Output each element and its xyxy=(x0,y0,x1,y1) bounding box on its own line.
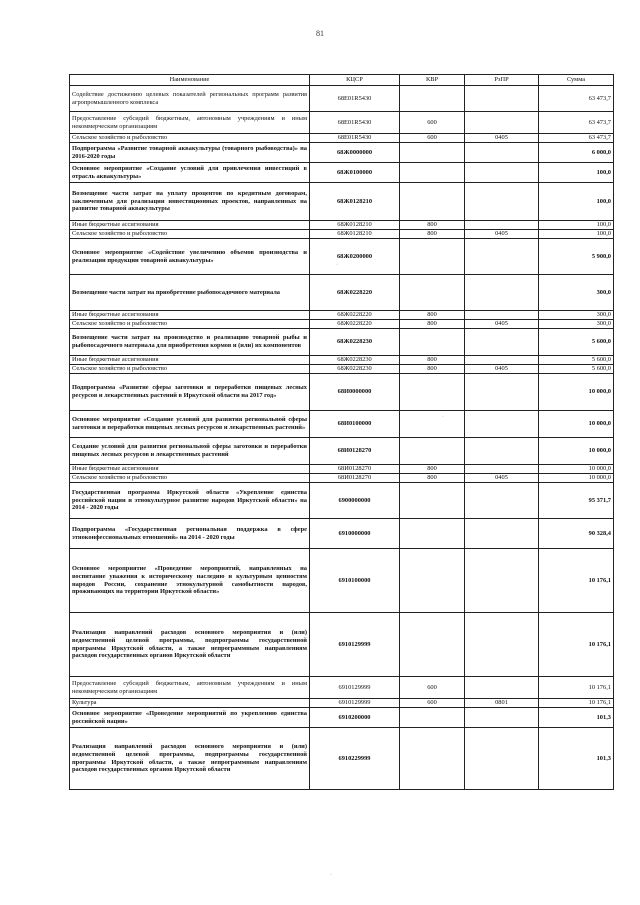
table-row xyxy=(70,728,614,790)
row-name: Предоставление субсидий бюджетным, автономным учреждениям и иным некоммерческим организациям xyxy=(70,112,310,134)
row-sum: 10 000,0 xyxy=(539,474,614,483)
table-row xyxy=(70,677,614,699)
table-row xyxy=(70,275,614,311)
table-row xyxy=(70,134,614,143)
row-rzpr xyxy=(465,275,539,311)
row-name: Предоставление субсидий бюджетным, автономным учреждениям и иным некоммерческим организациям xyxy=(70,677,310,699)
row-kcsr: 68Ж0228230 xyxy=(310,356,400,365)
row-name: Основное мероприятие «Содействие увеличению объемов производства и реализации продукции товарной аквакультуры» xyxy=(70,239,310,275)
row-name: Возмещение части затрат на производство и реализацию товарной рыбы и рыбопосадочного материала для приобретения кормов и (или) их компонентов xyxy=(70,329,310,356)
row-rzpr xyxy=(465,549,539,613)
row-name: Иные бюджетные ассигнования xyxy=(70,311,310,320)
table-row xyxy=(70,356,614,365)
row-kcsr: 68И0128270 xyxy=(310,465,400,474)
row-name: Основное мероприятие «Проведение мероприятий по укреплению единства российской нации» xyxy=(70,708,310,728)
row-kcsr: 6910229999 xyxy=(310,728,400,790)
row-name: Государственная программа Иркутской области «Укрепление единства российской нации и этнокультурное развитие народов Иркутской области» на 2014 - 2020 годы xyxy=(70,483,310,519)
row-kvr: 800 xyxy=(400,320,465,329)
row-kcsr: 6910100000 xyxy=(310,549,400,613)
table-row xyxy=(70,183,614,221)
row-rzpr: 0801 xyxy=(465,699,539,708)
table-row xyxy=(70,483,614,519)
row-kcsr: 68И0100000 xyxy=(310,411,400,438)
row-sum: 10 000,0 xyxy=(539,374,614,411)
table-row xyxy=(70,699,614,708)
scan-speck: · xyxy=(336,262,338,268)
row-kvr xyxy=(400,519,465,549)
table-row xyxy=(70,112,614,134)
row-name: Возмещение части затрат на приобретение рыбопосадочного материала xyxy=(70,275,310,311)
row-kvr xyxy=(400,549,465,613)
table-row xyxy=(70,230,614,239)
table-row xyxy=(70,143,614,163)
row-name: Содействие достижению целевых показателей региональных программ развития агропромышленного комплекса xyxy=(70,86,310,112)
row-kvr xyxy=(400,613,465,677)
row-kvr: 800 xyxy=(400,311,465,320)
header-name: Наименование xyxy=(70,75,310,86)
row-sum: 63 473,7 xyxy=(539,134,614,143)
row-name: Подпрограмма «Развитие товарной аквакультуры (товарного рыбоводства)» на 2016-2020 годы xyxy=(70,143,310,163)
row-kcsr: 68Ж0228220 xyxy=(310,275,400,311)
table-header-row xyxy=(70,75,614,86)
table-row xyxy=(70,311,614,320)
row-sum: 300,0 xyxy=(539,320,614,329)
row-kvr xyxy=(400,708,465,728)
row-sum: 5 600,0 xyxy=(539,356,614,365)
row-kcsr: 6910000000 xyxy=(310,519,400,549)
row-sum: 300,0 xyxy=(539,311,614,320)
row-rzpr xyxy=(465,356,539,365)
row-name: Иные бюджетные ассигнования xyxy=(70,356,310,365)
row-kcsr: 68И0000000 xyxy=(310,374,400,411)
row-kvr: 800 xyxy=(400,356,465,365)
row-rzpr: 0405 xyxy=(465,320,539,329)
row-name: Основное мероприятие «Создание условий для развития региональной сферы заготовки и переработки пищевых лесных ресурсов и лекарственных растений» xyxy=(70,411,310,438)
row-kcsr: 68Е01R5430 xyxy=(310,86,400,112)
row-kcsr: 68Е01R5430 xyxy=(310,134,400,143)
table-row xyxy=(70,320,614,329)
row-rzpr xyxy=(465,677,539,699)
row-sum: 10 000,0 xyxy=(539,411,614,438)
table-row xyxy=(70,163,614,183)
row-kcsr: 68Ж0228230 xyxy=(310,365,400,374)
table-row xyxy=(70,329,614,356)
header-kcsr: КЦСР xyxy=(310,75,400,86)
row-name: Подпрограмма «Развитие сферы заготовки и переработки пищевых лесных ресурсов и лекарственных растений в Иркутской области на 2017 год» xyxy=(70,374,310,411)
row-rzpr xyxy=(465,374,539,411)
scan-speck: · xyxy=(442,414,444,420)
table-row xyxy=(70,86,614,112)
row-name: Подпрограмма «Государственная региональная поддержка в сфере этноконфессиональных отношений» на 2014 - 2020 годы xyxy=(70,519,310,549)
row-rzpr xyxy=(465,112,539,134)
row-rzpr: 0405 xyxy=(465,474,539,483)
row-sum: 10 176,1 xyxy=(539,699,614,708)
row-kvr xyxy=(400,728,465,790)
row-kvr: 600 xyxy=(400,134,465,143)
row-sum: 10 176,1 xyxy=(539,613,614,677)
row-sum: 100,0 xyxy=(539,163,614,183)
row-rzpr: 0405 xyxy=(465,134,539,143)
row-kvr: 600 xyxy=(400,677,465,699)
row-rzpr xyxy=(465,465,539,474)
row-kcsr: 6910129999 xyxy=(310,613,400,677)
row-kcsr: 68Ж0200000 xyxy=(310,239,400,275)
table-row xyxy=(70,365,614,374)
row-kvr: 800 xyxy=(400,474,465,483)
table-row xyxy=(70,465,614,474)
table-row xyxy=(70,374,614,411)
row-kcsr: 6910200000 xyxy=(310,708,400,728)
row-kvr: 600 xyxy=(400,112,465,134)
table-body xyxy=(70,86,614,790)
row-rzpr xyxy=(465,728,539,790)
row-kvr xyxy=(400,86,465,112)
row-kcsr: 68Е01R5430 xyxy=(310,112,400,134)
row-kvr: 800 xyxy=(400,365,465,374)
page-number: 81 xyxy=(316,29,324,38)
row-sum: 101,3 xyxy=(539,728,614,790)
row-kcsr: 68И0128270 xyxy=(310,474,400,483)
row-name: Сельское хозяйство и рыболовство xyxy=(70,474,310,483)
header-sum: Сумма xyxy=(539,75,614,86)
budget-table xyxy=(69,74,614,790)
row-sum: 63 473,7 xyxy=(539,112,614,134)
row-name: Иные бюджетные ассигнования xyxy=(70,221,310,230)
row-kcsr: 68Ж0228220 xyxy=(310,311,400,320)
table-row xyxy=(70,613,614,677)
row-kcsr: 68Ж0128210 xyxy=(310,230,400,239)
row-name: Культура xyxy=(70,699,310,708)
row-rzpr xyxy=(465,163,539,183)
row-name: Основное мероприятие «Создание условий для привлечения инвестиций в отрасль аквакультуры» xyxy=(70,163,310,183)
row-kvr: 800 xyxy=(400,230,465,239)
row-sum: 10 176,1 xyxy=(539,549,614,613)
row-rzpr xyxy=(465,438,539,465)
row-name: Сельское хозяйство и рыболовство xyxy=(70,365,310,374)
row-name: Создание условий для развития региональной сферы заготовки и переработки пищевых лесных ресурсов и лекарственных растений xyxy=(70,438,310,465)
row-sum: 300,0 xyxy=(539,275,614,311)
row-kvr: 600 xyxy=(400,699,465,708)
row-sum: 5 900,0 xyxy=(539,239,614,275)
row-sum: 100,0 xyxy=(539,230,614,239)
row-kvr xyxy=(400,163,465,183)
row-rzpr xyxy=(465,411,539,438)
row-kvr: 800 xyxy=(400,221,465,230)
row-rzpr: 0405 xyxy=(465,230,539,239)
row-kcsr: 68Ж0228220 xyxy=(310,320,400,329)
row-kcsr: 68И0128270 xyxy=(310,438,400,465)
row-kcsr: 68Ж0100000 xyxy=(310,163,400,183)
header-kvr: КВР xyxy=(400,75,465,86)
row-sum: 100,0 xyxy=(539,221,614,230)
row-name: Сельское хозяйство и рыболовство xyxy=(70,320,310,329)
row-kcsr: 68Ж0228230 xyxy=(310,329,400,356)
row-name: Реализация направлений расходов основного мероприятия и (или) ведомственной целевой программы, подпрограммы государственной программы Иркутской области, а также непрограммным направлениям расходов государственных органов Иркутской области xyxy=(70,728,310,790)
row-sum: 101,3 xyxy=(539,708,614,728)
row-rzpr: 0405 xyxy=(465,365,539,374)
header-rzpr: РзПР xyxy=(465,75,539,86)
row-sum: 90 328,4 xyxy=(539,519,614,549)
row-rzpr xyxy=(465,613,539,677)
row-rzpr xyxy=(465,239,539,275)
row-kvr xyxy=(400,183,465,221)
row-sum: 5 600,0 xyxy=(539,329,614,356)
table-row xyxy=(70,549,614,613)
table-row xyxy=(70,221,614,230)
row-sum: 5 600,0 xyxy=(539,365,614,374)
row-sum: 10 176,1 xyxy=(539,677,614,699)
row-rzpr xyxy=(465,86,539,112)
row-sum: 10 000,0 xyxy=(539,438,614,465)
row-name: Реализация направлений расходов основного мероприятия и (или) ведомственной целевой программы, подпрограммы государственной программы Иркутской области, а также непрограммным направлениям расходов государственных органов Иркутской области xyxy=(70,613,310,677)
row-name: Иные бюджетные ассигнования xyxy=(70,465,310,474)
table-row xyxy=(70,474,614,483)
row-rzpr xyxy=(465,183,539,221)
row-kvr xyxy=(400,483,465,519)
table-row xyxy=(70,438,614,465)
row-kcsr: 6900000000 xyxy=(310,483,400,519)
row-rzpr xyxy=(465,519,539,549)
row-sum: 63 473,7 xyxy=(539,86,614,112)
row-kvr xyxy=(400,411,465,438)
table-row xyxy=(70,708,614,728)
row-name: Сельское хозяйство и рыболовство xyxy=(70,134,310,143)
row-rzpr xyxy=(465,143,539,163)
table-row xyxy=(70,519,614,549)
row-kvr xyxy=(400,329,465,356)
row-sum: 6 000,0 xyxy=(539,143,614,163)
row-kcsr: 68Ж0128210 xyxy=(310,221,400,230)
row-name: Основное мероприятие «Проведение мероприятий, направленных на воспитание уважения к историческому наследию и культурным ценностям народов России, сохранение этнокультурной самобытности народов, проживающих на территории Иркутской области» xyxy=(70,549,310,613)
table-row xyxy=(70,239,614,275)
row-sum: 100,0 xyxy=(539,183,614,221)
row-rzpr xyxy=(465,708,539,728)
row-kcsr: 6910129999 xyxy=(310,677,400,699)
row-sum: 10 000,0 xyxy=(539,465,614,474)
row-kcsr: 68Ж0000000 xyxy=(310,143,400,163)
row-rzpr xyxy=(465,221,539,230)
row-kcsr: 6910129999 xyxy=(310,699,400,708)
row-rzpr xyxy=(465,329,539,356)
row-kvr: 800 xyxy=(400,465,465,474)
scan-speck: · xyxy=(330,872,332,878)
row-kvr xyxy=(400,374,465,411)
row-sum: 95 371,7 xyxy=(539,483,614,519)
row-name: Сельское хозяйство и рыболовство xyxy=(70,230,310,239)
row-name: Возмещение части затрат на уплату процентов по кредитным договорам, заключенным для реализации инвестиционных проектов, направленных на развитие товарной аквакультуры xyxy=(70,183,310,221)
row-kvr xyxy=(400,239,465,275)
row-kvr xyxy=(400,438,465,465)
row-kcsr: 68Ж0128210 xyxy=(310,183,400,221)
row-kvr xyxy=(400,143,465,163)
row-kvr xyxy=(400,275,465,311)
table-row xyxy=(70,411,614,438)
row-rzpr xyxy=(465,311,539,320)
row-rzpr xyxy=(465,483,539,519)
